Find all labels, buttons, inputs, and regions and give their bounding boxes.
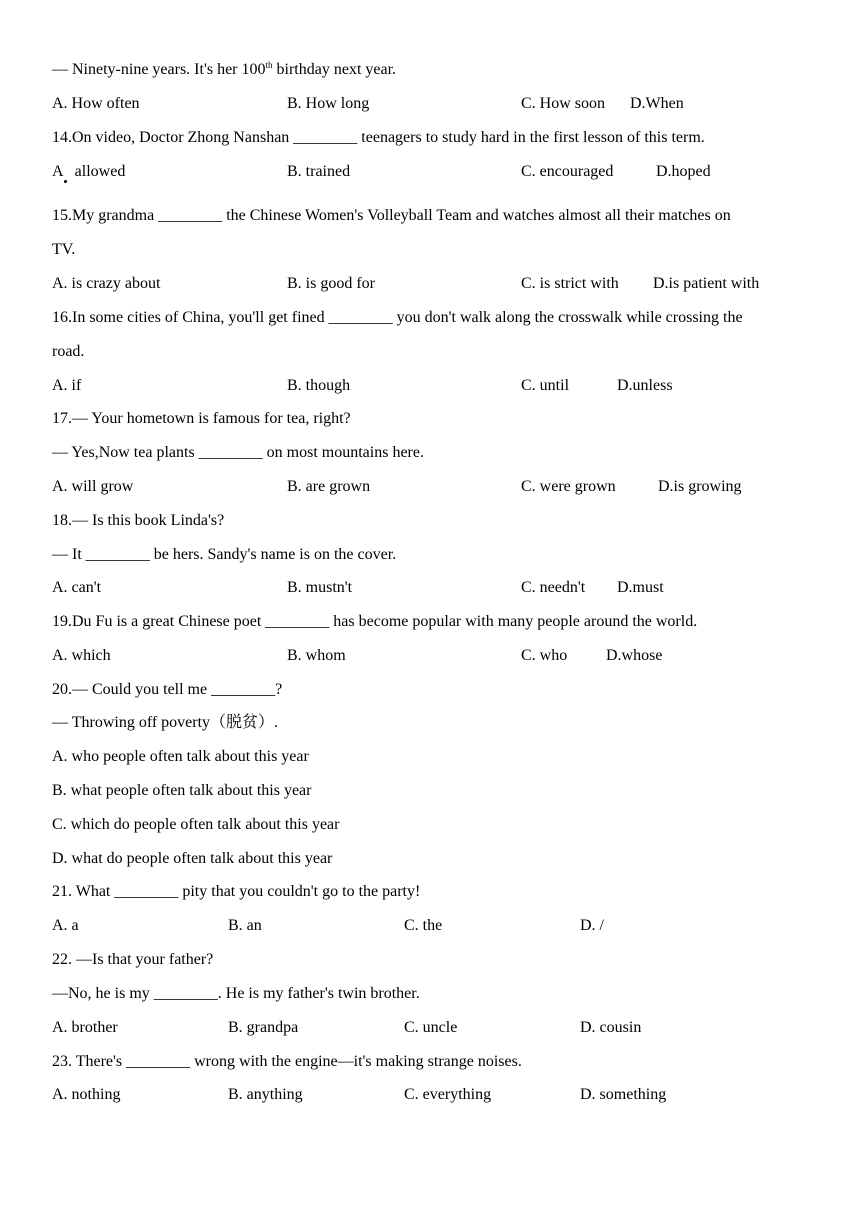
q15-question-line2: TV. <box>52 241 76 258</box>
q23-option-b: B. anything <box>228 1086 303 1103</box>
q22-option-d: D. cousin <box>580 1019 642 1036</box>
q14-option-b: B. trained <box>287 163 351 180</box>
q23-option-d: D. something <box>580 1086 667 1103</box>
q18-option-b: B. mustn't <box>287 579 353 596</box>
q18-option-d: D.must <box>617 579 664 596</box>
q19-option-d: D.whose <box>606 647 663 664</box>
q20-question-line2: — Throwing off poverty（脱贫）. <box>52 714 279 731</box>
q21-question: 21. What ________ pity that you couldn't go to the party! <box>52 883 421 900</box>
q22-option-b: B. grandpa <box>228 1019 299 1036</box>
q14-option-d: D.hoped <box>656 163 711 180</box>
q22-options <box>0 1018 860 1038</box>
q13-option-b: B. How long <box>287 95 370 112</box>
stray-dot <box>64 180 67 183</box>
q14-option-a: A allowed <box>52 163 126 180</box>
q18-option-a: A. can't <box>52 579 102 596</box>
q15-option-c: C. is strict with <box>521 275 619 292</box>
q13-superscript: th <box>265 60 273 70</box>
q14-question: 14.On video, Doctor Zhong Nanshan ________ teenagers to study hard in the first lesson of this term. <box>52 129 705 146</box>
q20-option-a: A. who people often talk about this year <box>52 748 309 765</box>
q22-option-c: C. uncle <box>404 1019 458 1036</box>
q21-option-b: B. an <box>228 917 262 934</box>
q21-option-a: A. a <box>52 917 79 934</box>
q17-option-b: B. are grown <box>287 478 371 495</box>
q16-option-b: B. though <box>287 377 351 394</box>
q21-option-c: C. the <box>404 917 443 934</box>
q19-option-a: A. which <box>52 647 111 664</box>
q20-option-d: D. what do people often talk about this year <box>52 850 333 867</box>
q15-options <box>0 274 860 294</box>
q16-option-a: A. if <box>52 377 82 394</box>
q17-option-a: A. will grow <box>52 478 134 495</box>
q13-answer <box>52 60 396 80</box>
q18-question-line2: — It ________ be hers. Sandy's name is on the cover. <box>52 546 397 563</box>
q17-question-line1: 17.— Your hometown is famous for tea, right? <box>52 410 351 427</box>
q20-option-c: C. which do people often talk about this year <box>52 816 340 833</box>
q13-option-a: A. How often <box>52 95 140 112</box>
q22-question-line1: 22. —Is that your father? <box>52 951 214 968</box>
q23-question: 23. There's ________ wrong with the engine—it's making strange noises. <box>52 1053 522 1070</box>
q13-answer-text: — Ninety-nine years. It's her 100 <box>52 61 266 78</box>
q15-option-a: A. is crazy about <box>52 275 161 292</box>
q14-options <box>0 162 860 182</box>
q15-option-b: B. is good for <box>287 275 375 292</box>
q22-option-a: A. brother <box>52 1019 118 1036</box>
q19-option-b: B. whom <box>287 647 346 664</box>
q13-option-d: D.When <box>630 95 684 112</box>
q23-options <box>0 1085 860 1105</box>
q17-question-line2: — Yes,Now tea plants ________ on most mountains here. <box>52 444 424 461</box>
q21-options <box>0 916 860 936</box>
q20-option-b: B. what people often talk about this year <box>52 782 312 799</box>
q16-question-line1: 16.In some cities of China, you'll get fined ________ you don't walk along the crosswalk while crossing the <box>52 309 743 326</box>
q23-option-c: C. everything <box>404 1086 492 1103</box>
q13-answer-tail: birthday next year. <box>272 61 397 78</box>
q17-option-c: C. were grown <box>521 478 616 495</box>
q13-options <box>0 94 860 114</box>
q13-option-c: C. How soon <box>521 95 606 112</box>
q17-option-d: D.is growing <box>658 478 742 495</box>
q19-question: 19.Du Fu is a great Chinese poet ________ has become popular with many people around the world. <box>52 613 698 630</box>
q23-option-a: A. nothing <box>52 1086 121 1103</box>
q22-question-line2: —No, he is my ________. He is my father's twin brother. <box>52 985 420 1002</box>
q16-options <box>0 376 860 396</box>
q18-options <box>0 578 860 598</box>
q16-question-line2: road. <box>52 343 85 360</box>
q16-option-d: D.unless <box>617 377 673 394</box>
q21-option-d: D. / <box>580 917 604 934</box>
q18-question-line1: 18.— Is this book Linda's? <box>52 512 225 529</box>
q14-option-c: C. encouraged <box>521 163 614 180</box>
q20-question-line1: 20.— Could you tell me ________? <box>52 681 283 698</box>
q15-question-line1: 15.My grandma ________ the Chinese Women's Volleyball Team and watches almost all their matches on <box>52 207 731 224</box>
q16-option-c: C. until <box>521 377 570 394</box>
q17-options <box>0 477 860 497</box>
q19-option-c: C. who <box>521 647 568 664</box>
q18-option-c: C. needn't <box>521 579 586 596</box>
q19-options <box>0 646 860 666</box>
q15-option-d: D.is patient with <box>653 275 760 292</box>
